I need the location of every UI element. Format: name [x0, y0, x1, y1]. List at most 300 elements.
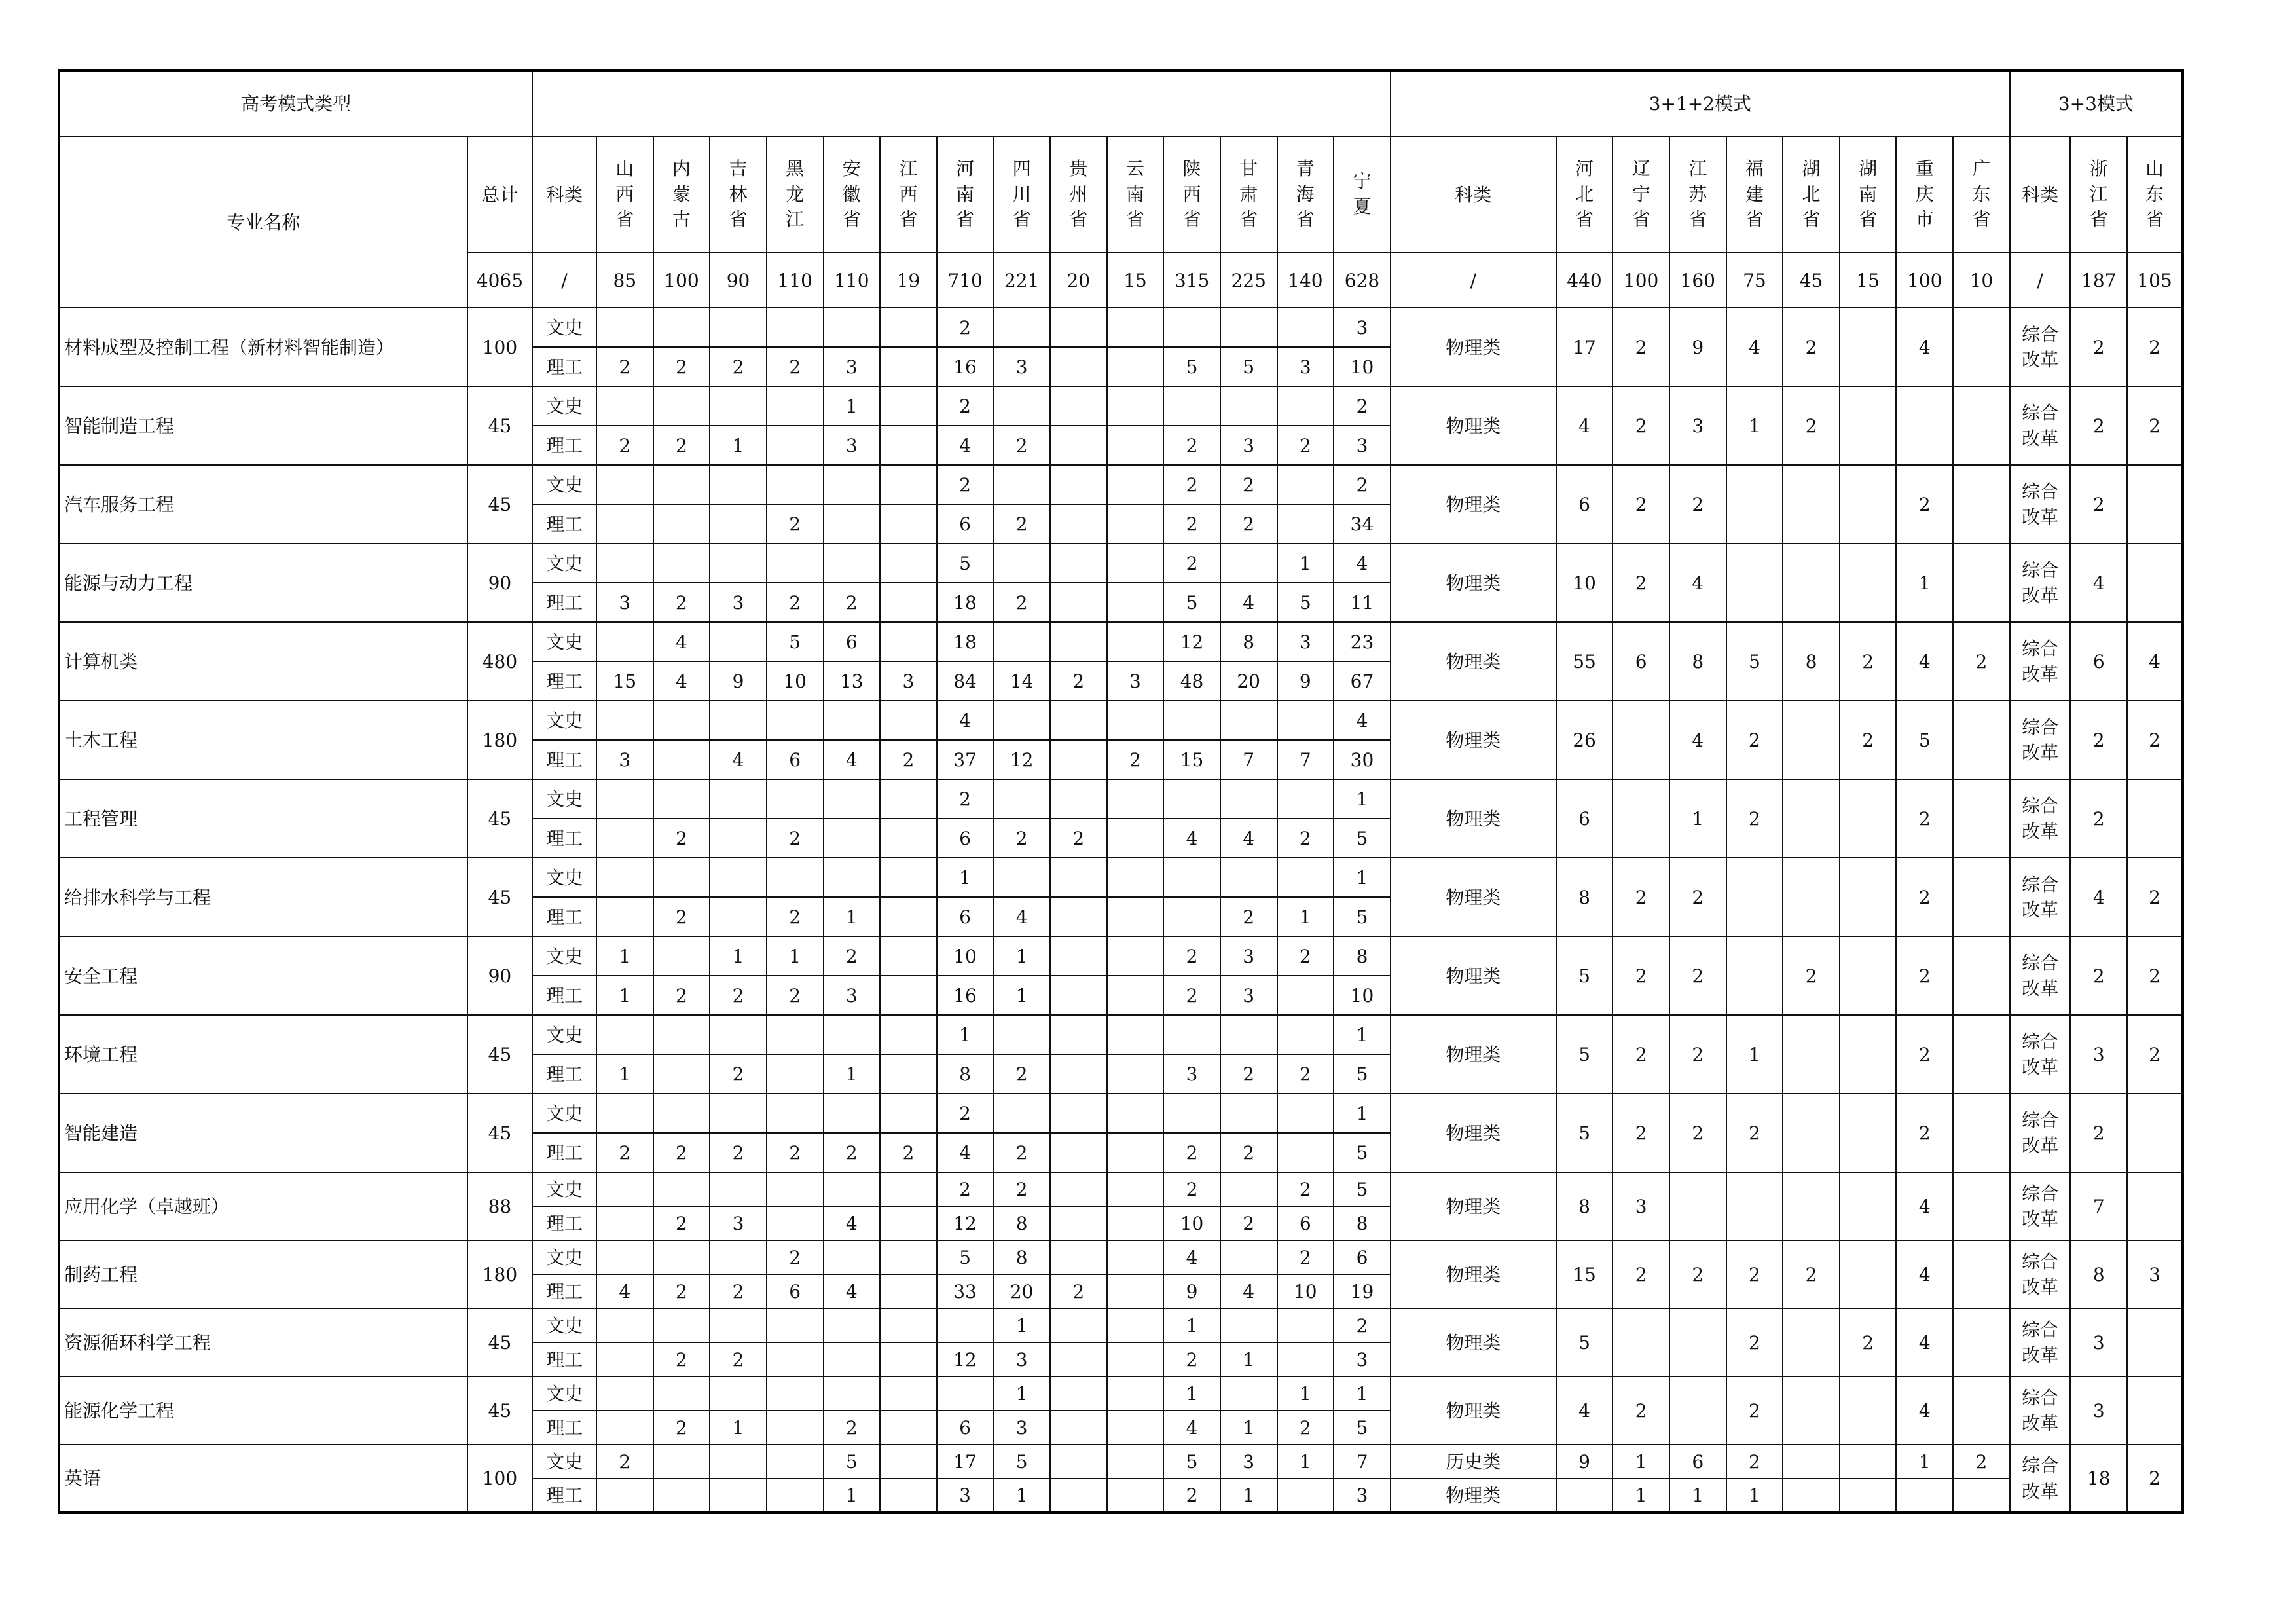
plan-cell [1050, 1240, 1107, 1274]
plan-cell [710, 779, 767, 819]
plan-cell [596, 701, 653, 740]
category-wuli: 物理类 [1391, 1172, 1556, 1240]
plan-cell [1953, 386, 2010, 465]
plan-cell: 4 [1896, 1308, 1953, 1376]
plan-cell: 3 [710, 583, 767, 622]
plan-cell: 2 [596, 426, 653, 465]
plan-cell [710, 1445, 767, 1479]
plan-cell [710, 897, 767, 936]
plan-cell [824, 858, 881, 897]
plan-cell [937, 1376, 994, 1411]
plan-cell [824, 1172, 881, 1206]
plan-cell [1107, 858, 1164, 897]
plan-cell: 2 [1669, 465, 1726, 544]
plan-cell [824, 544, 881, 583]
plan-cell [1107, 1274, 1164, 1308]
plan-cell [1107, 1206, 1164, 1240]
plan-cell: 3 [2070, 1015, 2127, 1094]
province-header: 黑 龙 江 [767, 136, 824, 253]
plan-cell: 5 [1556, 936, 1613, 1015]
plan-cell [596, 1172, 653, 1206]
plan-cell: 6 [1334, 1240, 1391, 1274]
plan-cell: 2 [1840, 1308, 1897, 1376]
plan-cell: 5 [937, 1240, 994, 1274]
plan-cell [1277, 701, 1334, 740]
plan-cell [1163, 701, 1220, 740]
plan-cell: 2 [1277, 426, 1334, 465]
plan-cell: 2 [1613, 1376, 1669, 1445]
plan-cell: 55 [1556, 622, 1613, 701]
province-total: 100 [653, 253, 710, 308]
plan-cell: 1 [1334, 858, 1391, 897]
plan-cell [1163, 1015, 1220, 1054]
plan-cell: 2 [1277, 1054, 1334, 1094]
plan-cell [1050, 1054, 1107, 1094]
province-total: 187 [2070, 253, 2127, 308]
plan-cell [1107, 936, 1164, 976]
plan-cell: 6 [1556, 465, 1613, 544]
category-reform: 综合 改革 [2010, 936, 2071, 1015]
plan-cell: 2 [596, 1133, 653, 1172]
plan-cell: 2 [2070, 465, 2127, 544]
category-ligong: 理工 [532, 347, 596, 386]
major-name: 能源与动力工程 [59, 544, 467, 622]
major-total: 100 [467, 308, 533, 386]
plan-cell: 6 [937, 897, 994, 936]
plan-cell: 2 [1163, 426, 1220, 465]
plan-cell: 4 [653, 622, 710, 661]
plan-cell: 1 [1220, 1411, 1277, 1445]
category-reform: 综合 改革 [2010, 1376, 2071, 1445]
plan-cell: 2 [653, 897, 710, 936]
category-wuli: 物理类 [1391, 386, 1556, 465]
plan-cell [1840, 779, 1897, 858]
plan-cell [1107, 1308, 1164, 1342]
plan-cell: 2 [1896, 465, 1953, 544]
plan-cell [880, 1172, 937, 1206]
plan-cell: 8 [1669, 622, 1726, 701]
plan-cell: 2 [1163, 1172, 1220, 1206]
province-header: 青 海 省 [1277, 136, 1334, 253]
plan-cell [993, 622, 1050, 661]
plan-cell: 2 [1050, 819, 1107, 858]
plan-cell [2127, 544, 2183, 622]
plan-cell [653, 779, 710, 819]
plan-cell: 4 [824, 1274, 881, 1308]
province-header: 浙 江 省 [2070, 136, 2127, 253]
plan-cell: 2 [1726, 779, 1783, 858]
plan-cell [1220, 701, 1277, 740]
category-reform: 综合 改革 [2010, 1172, 2071, 1240]
plan-cell [1783, 1308, 1840, 1376]
plan-cell [596, 1411, 653, 1445]
plan-cell: 9 [1277, 661, 1334, 701]
plan-cell: 8 [2070, 1240, 2127, 1308]
plan-cell [1107, 465, 1164, 504]
plan-cell: 5 [1334, 1133, 1391, 1172]
plan-cell [710, 1240, 767, 1274]
category-wuli: 物理类 [1391, 622, 1556, 701]
plan-cell [1107, 779, 1164, 819]
plan-cell: 3 [1334, 426, 1391, 465]
plan-cell [1220, 1094, 1277, 1133]
category-reform: 综合 改革 [2010, 465, 2071, 544]
plan-cell: 5 [1896, 701, 1953, 779]
plan-cell [653, 544, 710, 583]
province-header: 河 南 省 [937, 136, 994, 253]
plan-cell: 8 [1556, 1172, 1613, 1240]
category-wuli: 物理类 [1391, 701, 1556, 779]
major-total: 180 [467, 1240, 533, 1308]
category-wuli: 物理类 [1391, 1240, 1556, 1308]
plan-cell: 2 [2127, 386, 2183, 465]
plan-cell: 2 [1669, 1015, 1726, 1094]
plan-cell: 2 [1277, 819, 1334, 858]
plan-cell [1277, 1015, 1334, 1054]
plan-cell [596, 465, 653, 504]
plan-cell [596, 1376, 653, 1411]
plan-cell [653, 386, 710, 426]
category-ligong: 理工 [532, 819, 596, 858]
plan-cell [653, 1240, 710, 1274]
plan-cell: 4 [1896, 1240, 1953, 1308]
category-wuli: 物理类 [1391, 1308, 1556, 1376]
plan-cell: 4 [2127, 622, 2183, 701]
plan-cell [1613, 779, 1669, 858]
plan-cell [767, 1479, 824, 1513]
category-reform: 综合 改革 [2010, 308, 2071, 386]
plan-cell: 2 [1613, 308, 1669, 386]
plan-cell: 7 [1220, 740, 1277, 779]
plan-cell [880, 308, 937, 347]
plan-cell [1050, 740, 1107, 779]
plan-cell: 18 [937, 622, 994, 661]
major-total: 45 [467, 1015, 533, 1094]
major-total: 90 [467, 544, 533, 622]
plan-cell [1783, 1015, 1840, 1094]
major-total: 45 [467, 1094, 533, 1172]
plan-cell: 2 [653, 347, 710, 386]
plan-cell: 7 [1277, 740, 1334, 779]
plan-cell: 4 [1334, 544, 1391, 583]
plan-cell [1107, 583, 1164, 622]
plan-cell [710, 465, 767, 504]
plan-cell [1050, 897, 1107, 936]
plan-cell [1556, 1479, 1613, 1513]
major-total: 88 [467, 1172, 533, 1240]
plan-cell [1953, 1376, 2010, 1445]
plan-cell [596, 622, 653, 661]
province-total: 221 [993, 253, 1050, 308]
plan-cell [1107, 308, 1164, 347]
major-name: 制药工程 [59, 1240, 467, 1308]
plan-cell: 84 [937, 661, 994, 701]
plan-cell: 1 [1613, 1445, 1669, 1479]
major-name: 计算机类 [59, 622, 467, 701]
plan-cell: 2 [653, 976, 710, 1015]
plan-cell: 3 [596, 740, 653, 779]
plan-cell [1050, 701, 1107, 740]
plan-cell [710, 622, 767, 661]
plan-cell: 2 [1220, 504, 1277, 544]
plan-cell: 2 [710, 1133, 767, 1172]
plan-cell: 3 [880, 661, 937, 701]
plan-cell: 4 [1896, 1376, 1953, 1445]
plan-cell: 20 [1220, 661, 1277, 701]
plan-cell: 2 [2070, 386, 2127, 465]
plan-cell [653, 1445, 710, 1479]
plan-cell [1050, 1308, 1107, 1342]
plan-cell [1953, 1479, 2010, 1513]
plan-cell [824, 465, 881, 504]
plan-cell: 2 [1783, 936, 1840, 1015]
plan-cell: 5 [1726, 622, 1783, 701]
plan-cell: 3 [1613, 1172, 1669, 1240]
plan-cell: 6 [937, 504, 994, 544]
province-total: 20 [1050, 253, 1107, 308]
plan-cell: 6 [1556, 779, 1613, 858]
major-total: 45 [467, 465, 533, 544]
plan-cell: 1 [824, 386, 881, 426]
plan-cell: 3 [2070, 1376, 2127, 1445]
major-name: 给排水科学与工程 [59, 858, 467, 936]
category-ligong: 理工 [532, 1411, 596, 1445]
plan-cell [1840, 1445, 1897, 1479]
plan-cell: 1 [993, 976, 1050, 1015]
plan-cell: 2 [2127, 936, 2183, 1015]
plan-cell [767, 1308, 824, 1342]
plan-cell [1953, 465, 2010, 544]
plan-cell: 2 [653, 1133, 710, 1172]
plan-cell [824, 701, 881, 740]
plan-cell: 1 [824, 1054, 881, 1094]
plan-cell [1220, 308, 1277, 347]
province-header: 山 东 省 [2127, 136, 2183, 253]
plan-cell: 1 [1669, 779, 1726, 858]
plan-cell: 8 [1220, 622, 1277, 661]
plan-cell: 2 [1277, 1411, 1334, 1445]
category-wenshi: 文史 [532, 386, 596, 426]
category-wenshi: 文史 [532, 1015, 596, 1054]
plan-cell: 4 [710, 740, 767, 779]
plan-cell: 3 [824, 426, 881, 465]
plan-cell [1953, 858, 2010, 936]
plan-cell: 3 [993, 1342, 1050, 1376]
plan-cell [880, 858, 937, 897]
plan-cell [1163, 386, 1220, 426]
plan-cell: 8 [1556, 858, 1613, 936]
plan-cell: 48 [1163, 661, 1220, 701]
plan-cell [824, 1342, 881, 1376]
category-ligong: 理工 [532, 1479, 596, 1513]
plan-cell: 9 [1669, 308, 1726, 386]
plan-cell: 2 [1334, 386, 1391, 426]
plan-cell: 2 [880, 1133, 937, 1172]
plan-cell [824, 308, 881, 347]
plan-cell [1050, 1445, 1107, 1479]
plan-cell [1050, 976, 1107, 1015]
plan-cell [880, 1445, 937, 1479]
plan-cell: 2 [1613, 858, 1669, 936]
plan-cell [1277, 465, 1334, 504]
plan-cell: 2 [1163, 1133, 1220, 1172]
plan-cell [710, 701, 767, 740]
plan-cell [767, 1054, 824, 1094]
plan-cell [1277, 1342, 1334, 1376]
plan-cell: 2 [2127, 701, 2183, 779]
category-wuli: 物理类 [1391, 1376, 1556, 1445]
plan-cell [596, 1479, 653, 1513]
category-wenshi: 文史 [532, 622, 596, 661]
plan-cell: 2 [1726, 1240, 1783, 1308]
plan-cell: 1 [1334, 1015, 1391, 1054]
plan-cell: 9 [1163, 1274, 1220, 1308]
plan-cell: 2 [1669, 936, 1726, 1015]
plan-cell [1840, 1094, 1897, 1172]
plan-cell [767, 426, 824, 465]
major-name: 智能制造工程 [59, 386, 467, 465]
plan-cell: 2 [1726, 1094, 1783, 1172]
plan-cell [1783, 858, 1840, 936]
province-total: 110 [767, 253, 824, 308]
plan-cell [1050, 1479, 1107, 1513]
plan-cell: 2 [1783, 386, 1840, 465]
plan-cell: 1 [1726, 386, 1783, 465]
plan-cell: 1 [993, 1308, 1050, 1342]
plan-cell [1896, 386, 1953, 465]
major-name: 材料成型及控制工程（新材料智能制造） [59, 308, 467, 386]
category-ligong: 理工 [532, 661, 596, 701]
plan-cell: 14 [993, 661, 1050, 701]
plan-cell: 10 [1163, 1206, 1220, 1240]
plan-cell: 2 [1896, 858, 1953, 936]
plan-cell: 2 [1613, 1015, 1669, 1094]
plan-cell: 1 [1220, 1342, 1277, 1376]
plan-cell: 4 [1220, 1274, 1277, 1308]
plan-cell: 20 [993, 1274, 1050, 1308]
category-reform: 综合 改革 [2010, 386, 2071, 465]
plan-cell: 2 [1334, 465, 1391, 504]
plan-cell: 1 [596, 936, 653, 976]
plan-cell [824, 1094, 881, 1133]
plan-cell [1953, 779, 2010, 858]
plan-cell: 1 [710, 1411, 767, 1445]
plan-cell [710, 544, 767, 583]
plan-cell: 2 [2127, 308, 2183, 386]
plan-cell: 2 [596, 1445, 653, 1479]
category-reform: 综合 改革 [2010, 1240, 2071, 1308]
category-wenshi: 文史 [532, 1172, 596, 1206]
plan-cell [596, 819, 653, 858]
plan-cell [596, 308, 653, 347]
plan-cell: 3 [1163, 1054, 1220, 1094]
plan-cell: 1 [596, 1054, 653, 1094]
plan-cell: 2 [1896, 779, 1953, 858]
plan-cell: 2 [1896, 1094, 1953, 1172]
plan-cell [1953, 701, 2010, 779]
plan-cell: 2 [993, 426, 1050, 465]
category-ligong: 理工 [532, 976, 596, 1015]
plan-cell: 2 [993, 1172, 1050, 1206]
plan-cell: 3 [1220, 1445, 1277, 1479]
plan-cell [596, 897, 653, 936]
plan-cell [710, 308, 767, 347]
plan-cell: 2 [710, 347, 767, 386]
plan-cell: 13 [824, 661, 881, 701]
plan-cell: 2 [1220, 1054, 1277, 1094]
plan-cell: 2 [1050, 1274, 1107, 1308]
plan-cell: 1 [1669, 1479, 1726, 1513]
plan-cell: 2 [1050, 661, 1107, 701]
plan-cell [1669, 1172, 1726, 1240]
plan-cell: 4 [1556, 1376, 1613, 1445]
plan-cell [1896, 1479, 1953, 1513]
plan-cell: 2 [1613, 1240, 1669, 1308]
category-wuli: 物理类 [1391, 1094, 1556, 1172]
plan-cell: 5 [1556, 1015, 1613, 1094]
plan-cell [710, 1015, 767, 1054]
plan-cell: 6 [767, 740, 824, 779]
plan-cell: 2 [1220, 465, 1277, 504]
province-total: 19 [880, 253, 937, 308]
plan-cell [824, 779, 881, 819]
plan-cell [1220, 1308, 1277, 1342]
province-header: 山 西 省 [596, 136, 653, 253]
plan-cell: 18 [937, 583, 994, 622]
category-reform: 综合 改革 [2010, 622, 2071, 701]
plan-cell [596, 386, 653, 426]
plan-cell: 2 [1277, 1172, 1334, 1206]
plan-cell: 2 [937, 779, 994, 819]
province-total: 140 [1277, 253, 1334, 308]
plan-cell [2127, 1094, 2183, 1172]
category-wuli: 物理类 [1391, 308, 1556, 386]
plan-cell [653, 465, 710, 504]
plan-cell: 4 [1896, 1172, 1953, 1240]
plan-cell [1840, 465, 1897, 544]
plan-cell [880, 544, 937, 583]
plan-cell [1953, 1240, 2010, 1308]
plan-cell: 2 [1163, 936, 1220, 976]
plan-cell [596, 1015, 653, 1054]
category-ligong: 理工 [532, 897, 596, 936]
plan-cell: 2 [2127, 1015, 2183, 1094]
plan-cell: 2 [596, 347, 653, 386]
plan-cell: 2 [1163, 976, 1220, 1015]
category-wenshi: 文史 [532, 465, 596, 504]
plan-cell: 3 [937, 1479, 994, 1513]
plan-cell [653, 1015, 710, 1054]
plan-cell: 1 [710, 426, 767, 465]
plan-cell [1163, 897, 1220, 936]
plan-cell: 26 [1556, 701, 1613, 779]
plan-cell: 5 [1163, 347, 1220, 386]
plan-cell [1277, 858, 1334, 897]
plan-cell: 1 [1613, 1479, 1669, 1513]
major-total: 45 [467, 858, 533, 936]
plan-cell [1107, 701, 1164, 740]
plan-cell: 2 [653, 1274, 710, 1308]
plan-cell [1163, 308, 1220, 347]
plan-cell: 4 [1669, 701, 1726, 779]
province-total: 75 [1726, 253, 1783, 308]
plan-cell: 2 [1726, 1376, 1783, 1445]
plan-cell: 2 [1669, 1240, 1726, 1308]
major-name: 工程管理 [59, 779, 467, 858]
total-label: 总计 [467, 136, 533, 253]
plan-cell: 2 [1840, 701, 1897, 779]
plan-cell [1840, 858, 1897, 936]
